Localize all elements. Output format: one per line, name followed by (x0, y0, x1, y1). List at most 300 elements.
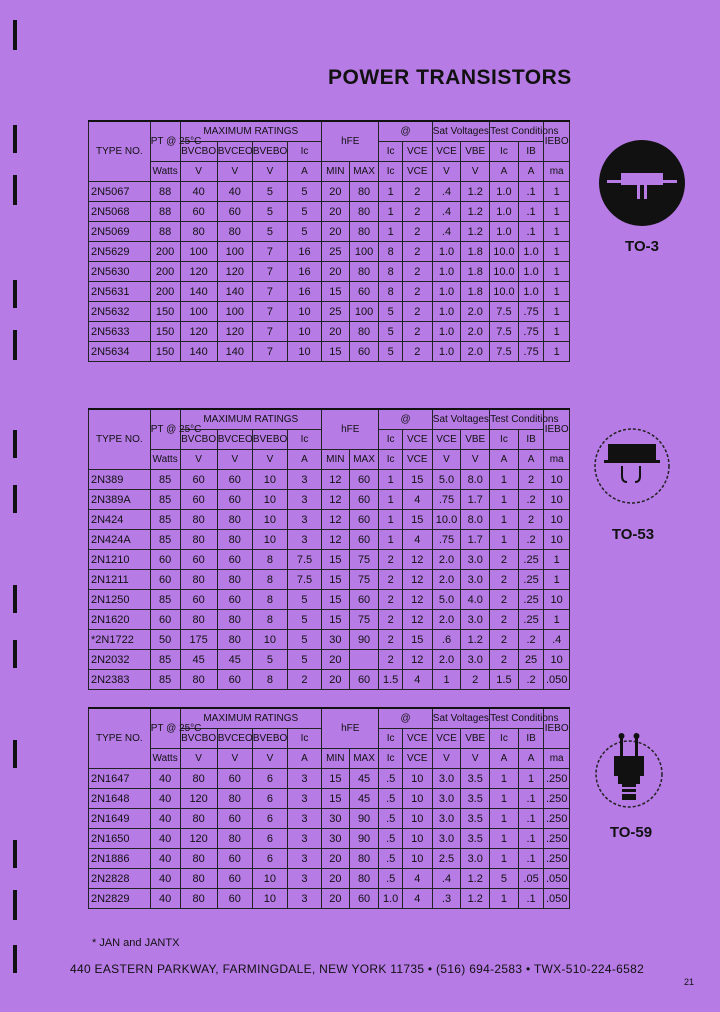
data-cell: 2 (490, 610, 519, 630)
col-ic-header: Ic (287, 142, 321, 162)
data-cell: 3.0 (432, 829, 461, 849)
margin-mark (13, 840, 17, 868)
type-number-cell: 2N424A (89, 530, 151, 550)
data-cell: 2 (287, 670, 321, 690)
unit-cell: V (432, 749, 461, 769)
data-cell: 2.0 (461, 302, 490, 322)
type-number-cell: 2N2829 (89, 889, 151, 909)
data-cell: 5 (379, 322, 402, 342)
table-row (89, 182, 570, 202)
data-cell: 1.0 (518, 242, 544, 262)
data-cell: 85 (150, 650, 180, 670)
col-type-header: TYPE NO. (89, 409, 151, 470)
type-number-cell: 2N1250 (89, 590, 151, 610)
table-row (89, 630, 570, 650)
data-cell: 7 (252, 322, 287, 342)
data-cell: 60 (349, 510, 379, 530)
to53-package-icon (592, 426, 672, 506)
data-cell: 80 (180, 670, 217, 690)
type-number-cell: 2N2828 (89, 869, 151, 889)
margin-mark (13, 20, 17, 50)
unit-cell: V (252, 162, 287, 182)
data-cell: 10 (544, 650, 570, 670)
data-cell: 80 (180, 889, 217, 909)
data-cell: 60 (217, 670, 252, 690)
data-cell: 60 (349, 889, 379, 909)
data-cell: 5 (287, 610, 321, 630)
data-cell: 2 (379, 630, 402, 650)
data-cell: 6 (252, 849, 287, 869)
data-cell: 60 (217, 550, 252, 570)
unit-cell: A (287, 450, 321, 470)
margin-mark (13, 890, 17, 920)
data-cell: 2 (461, 670, 490, 690)
sat-voltages-header: Sat Voltages (432, 121, 489, 142)
data-cell: 10 (252, 869, 287, 889)
data-cell: .1 (518, 789, 544, 809)
data-cell: 7.5 (287, 570, 321, 590)
col-ib-cond-header: IB (518, 729, 544, 749)
data-cell: 1.0 (490, 182, 519, 202)
unit-cell: V (461, 162, 490, 182)
data-cell: 1.2 (461, 869, 490, 889)
data-cell: 40 (150, 769, 180, 789)
data-cell: 15 (402, 470, 432, 490)
data-cell: 2 (402, 322, 432, 342)
data-cell: 120 (217, 322, 252, 342)
data-cell: 1 (490, 789, 519, 809)
data-cell: 1 (518, 769, 544, 789)
data-cell: .25 (518, 590, 544, 610)
data-cell: 1 (379, 202, 402, 222)
data-cell: 6 (252, 769, 287, 789)
col-bvebo-header: BVEBO (252, 430, 287, 450)
data-cell: 15 (402, 510, 432, 530)
data-cell: .4 (432, 869, 461, 889)
unit-cell: V (180, 450, 217, 470)
type-number-cell: 2N5632 (89, 302, 151, 322)
data-cell: 2 (518, 510, 544, 530)
data-cell: 15 (322, 769, 350, 789)
data-cell: 5 (287, 222, 321, 242)
data-cell: 2 (402, 242, 432, 262)
data-cell: 2.0 (432, 610, 461, 630)
data-cell: 80 (217, 610, 252, 630)
data-cell: 5.0 (432, 590, 461, 610)
data-cell: .1 (518, 222, 544, 242)
data-cell: 1.5 (379, 670, 402, 690)
max-ratings-header: MAXIMUM RATINGS (180, 121, 322, 142)
col-ib-cond-header: IB (518, 430, 544, 450)
margin-mark (13, 585, 17, 613)
data-cell: 20 (322, 849, 350, 869)
data-cell: .5 (379, 829, 402, 849)
data-cell: 60 (349, 490, 379, 510)
data-cell: 8 (379, 262, 402, 282)
page-number: 21 (684, 977, 695, 987)
data-cell: 1 (544, 302, 570, 322)
data-cell: 3.5 (461, 809, 490, 829)
data-cell: 20 (322, 182, 350, 202)
data-cell: 140 (217, 342, 252, 362)
type-number-cell: *2N1722 (89, 630, 151, 650)
data-cell: 3 (287, 490, 321, 510)
unit-cell: VCE (402, 749, 432, 769)
unit-cell: V (252, 450, 287, 470)
data-cell: 5 (252, 222, 287, 242)
data-cell: 90 (349, 829, 379, 849)
data-cell: 80 (349, 322, 379, 342)
data-cell: 80 (217, 829, 252, 849)
data-cell: .1 (518, 889, 544, 909)
data-cell: 12 (322, 490, 350, 510)
max-ratings-header: MAXIMUM RATINGS (180, 409, 322, 430)
data-cell: 2 (490, 590, 519, 610)
margin-mark (13, 485, 17, 513)
data-cell: 3.5 (461, 769, 490, 789)
data-cell: 10 (402, 829, 432, 849)
iebo-header: IEBO (544, 121, 570, 162)
col-ic-test-header: Ic (379, 430, 402, 450)
data-cell: .2 (518, 670, 544, 690)
data-cell: 10 (252, 510, 287, 530)
table-row (89, 302, 570, 322)
data-cell: 12 (322, 530, 350, 550)
unit-cell: Ic (379, 162, 402, 182)
data-cell: 2 (379, 590, 402, 610)
data-cell: .1 (518, 849, 544, 869)
data-cell: 25 (322, 302, 350, 322)
unit-cell: MIN (322, 162, 350, 182)
sat-voltages-header: Sat Voltages (432, 409, 489, 430)
data-cell: 10.0 (432, 510, 461, 530)
table-row (89, 242, 570, 262)
data-cell: 7.5 (287, 550, 321, 570)
data-cell: 10.0 (490, 282, 519, 302)
unit-cell: V (461, 749, 490, 769)
table-row (89, 262, 570, 282)
data-cell: 80 (349, 849, 379, 869)
table-row (89, 650, 570, 670)
data-cell: 45 (180, 650, 217, 670)
data-cell: .050 (544, 889, 570, 909)
data-cell: .5 (379, 789, 402, 809)
type-number-cell: 2N424 (89, 510, 151, 530)
data-cell: 10 (402, 769, 432, 789)
data-cell: 175 (180, 630, 217, 650)
data-cell: .050 (544, 869, 570, 889)
data-cell: 80 (180, 510, 217, 530)
test-conditions-header: Test Conditions (490, 121, 544, 142)
data-cell: 3.0 (461, 550, 490, 570)
data-cell: 30 (322, 809, 350, 829)
col-vce-test-header: VCE (402, 142, 432, 162)
hfe-header: hFE (322, 708, 379, 749)
data-cell: 7.5 (490, 342, 519, 362)
data-cell: 2 (402, 282, 432, 302)
hfe-header: hFE (322, 409, 379, 450)
data-cell: 1 (379, 510, 402, 530)
data-cell: 1.2 (461, 630, 490, 650)
type-number-cell: 2N5069 (89, 222, 151, 242)
data-cell: 10.0 (490, 262, 519, 282)
data-cell: 1 (544, 222, 570, 242)
data-cell: 10 (287, 302, 321, 322)
col-vce-sat-header: VCE (432, 729, 461, 749)
data-cell: .75 (432, 490, 461, 510)
data-cell: 1.8 (461, 282, 490, 302)
type-number-cell: 2N1886 (89, 849, 151, 869)
data-cell: 1 (490, 510, 519, 530)
col-ic-cond-header: Ic (490, 729, 519, 749)
data-cell: 40 (150, 869, 180, 889)
data-cell: 120 (180, 262, 217, 282)
data-cell: 8.0 (461, 470, 490, 490)
data-cell: 2.0 (432, 650, 461, 670)
table-row (89, 222, 570, 242)
data-cell: 10 (544, 590, 570, 610)
data-cell: 2 (379, 550, 402, 570)
data-cell: .250 (544, 769, 570, 789)
unit-cell: A (490, 450, 519, 470)
table-row (89, 789, 570, 809)
data-cell: 12 (322, 470, 350, 490)
data-cell: 150 (150, 342, 180, 362)
data-cell: .4 (432, 182, 461, 202)
data-cell: 20 (322, 322, 350, 342)
data-cell: 5 (379, 302, 402, 322)
page-title: POWER TRANSISTORS (328, 66, 572, 89)
unit-cell: V (217, 162, 252, 182)
data-cell: .5 (379, 869, 402, 889)
data-cell: 80 (349, 869, 379, 889)
type-number-cell: 2N5633 (89, 322, 151, 342)
data-cell: 7 (252, 262, 287, 282)
data-cell: 1 (490, 829, 519, 849)
data-cell: 2 (490, 550, 519, 570)
data-cell: 1.7 (461, 490, 490, 510)
data-cell: 1.7 (461, 530, 490, 550)
data-cell: 5 (252, 650, 287, 670)
table-row (89, 610, 570, 630)
unit-cell: V (217, 450, 252, 470)
data-cell: 15 (322, 590, 350, 610)
col-bvcbo-header: BVCBO (180, 729, 217, 749)
data-cell: .250 (544, 829, 570, 849)
data-cell: 3 (287, 889, 321, 909)
data-cell: 3 (287, 809, 321, 829)
type-number-cell: 2N5068 (89, 202, 151, 222)
data-cell: 90 (349, 809, 379, 829)
data-cell: 16 (287, 262, 321, 282)
data-cell: .1 (518, 809, 544, 829)
data-cell: 10 (252, 530, 287, 550)
table-row (89, 202, 570, 222)
data-cell: 2.0 (461, 322, 490, 342)
col-pt-header: PT @ 25°C (150, 409, 180, 450)
data-cell: 40 (150, 829, 180, 849)
at-header: @ (379, 708, 432, 729)
data-cell: 1 (379, 530, 402, 550)
table-row (89, 769, 570, 789)
unit-cell: ma (544, 749, 570, 769)
data-cell: 1 (379, 182, 402, 202)
data-cell: 1.5 (490, 670, 519, 690)
data-cell: 8 (252, 550, 287, 570)
unit-cell: A (518, 450, 544, 470)
data-cell: 3 (287, 769, 321, 789)
data-cell: 140 (217, 282, 252, 302)
data-cell: 3.0 (432, 809, 461, 829)
data-cell: .1 (518, 182, 544, 202)
type-number-cell: 2N1649 (89, 809, 151, 829)
data-cell: 8 (379, 282, 402, 302)
data-cell: 100 (180, 242, 217, 262)
data-cell: 150 (150, 322, 180, 342)
data-cell: 5 (287, 650, 321, 670)
data-cell: 2.0 (461, 342, 490, 362)
data-cell: 3.0 (461, 650, 490, 670)
data-cell: 1.0 (518, 262, 544, 282)
data-cell: 2 (402, 202, 432, 222)
data-cell: 1.2 (461, 222, 490, 242)
data-cell: 2 (379, 650, 402, 670)
col-pt-header: PT @ 25°C (150, 121, 180, 162)
data-cell: 80 (180, 570, 217, 590)
data-cell: 85 (150, 510, 180, 530)
data-cell: 80 (217, 630, 252, 650)
type-number-cell: 2N2383 (89, 670, 151, 690)
data-cell: 5 (287, 182, 321, 202)
data-cell: 30 (322, 829, 350, 849)
data-cell: 3.0 (461, 849, 490, 869)
hfe-header: hFE (322, 121, 379, 162)
table-row (89, 670, 570, 690)
data-cell: 7 (252, 282, 287, 302)
iebo-header: IEBO (544, 409, 570, 450)
data-cell: 3 (287, 530, 321, 550)
margin-mark (13, 430, 17, 458)
type-number-cell: 2N5629 (89, 242, 151, 262)
data-cell: 40 (150, 889, 180, 909)
unit-cell: A (490, 749, 519, 769)
data-cell: 80 (349, 262, 379, 282)
unit-cell: MAX (349, 162, 379, 182)
data-cell: 1 (544, 282, 570, 302)
unit-cell: V (432, 450, 461, 470)
col-type-header: TYPE NO. (89, 708, 151, 769)
data-cell: 7 (252, 302, 287, 322)
data-cell: 1 (432, 670, 461, 690)
data-cell: .2 (518, 490, 544, 510)
margin-mark (13, 330, 17, 360)
col-ic-header: Ic (287, 430, 321, 450)
data-cell: 40 (150, 789, 180, 809)
data-cell: 88 (150, 202, 180, 222)
data-cell: 45 (217, 650, 252, 670)
to59-package-icon (594, 724, 664, 824)
col-ic-cond-header: Ic (490, 142, 519, 162)
data-cell: 75 (349, 610, 379, 630)
data-cell: 60 (217, 849, 252, 869)
unit-cell: MAX (349, 450, 379, 470)
data-cell: 40 (180, 182, 217, 202)
data-cell: 7.5 (490, 302, 519, 322)
data-cell: .5 (379, 849, 402, 869)
data-cell: 6 (252, 789, 287, 809)
margin-mark (13, 125, 17, 153)
data-cell: 40 (150, 809, 180, 829)
data-cell: 2 (402, 302, 432, 322)
data-cell: 15 (322, 610, 350, 630)
sat-voltages-header: Sat Voltages (432, 708, 489, 729)
data-cell: 1.2 (461, 182, 490, 202)
data-cell: 2 (402, 262, 432, 282)
col-vce-sat-header: VCE (432, 430, 461, 450)
data-cell: 60 (349, 590, 379, 610)
data-cell: 60 (217, 769, 252, 789)
data-cell: 4.0 (461, 590, 490, 610)
data-cell: 8.0 (461, 510, 490, 530)
unit-cell: V (180, 162, 217, 182)
data-cell: 60 (349, 282, 379, 302)
type-number-cell: 2N1648 (89, 789, 151, 809)
data-cell: 120 (180, 829, 217, 849)
data-cell: 88 (150, 182, 180, 202)
data-cell: 2.5 (432, 849, 461, 869)
data-cell: 1.0 (432, 242, 461, 262)
data-cell: .05 (518, 869, 544, 889)
data-cell: 80 (349, 182, 379, 202)
data-cell: 40 (217, 182, 252, 202)
data-cell: 10 (287, 342, 321, 362)
data-cell: 1 (490, 889, 519, 909)
data-cell: 1 (544, 262, 570, 282)
data-cell: 2 (490, 630, 519, 650)
data-cell: .4 (432, 202, 461, 222)
unit-cell: ma (544, 162, 570, 182)
data-cell: 12 (402, 610, 432, 630)
margin-mark (13, 280, 17, 308)
data-cell: .4 (544, 630, 570, 650)
data-cell: 85 (150, 490, 180, 510)
data-cell: 1.0 (379, 889, 402, 909)
data-cell: 45 (349, 769, 379, 789)
data-cell: 16 (287, 282, 321, 302)
data-cell: 200 (150, 242, 180, 262)
data-cell: 12 (322, 510, 350, 530)
data-cell: 88 (150, 222, 180, 242)
data-cell: 1 (544, 342, 570, 362)
data-cell: 85 (150, 590, 180, 610)
data-cell: 3 (287, 869, 321, 889)
data-cell: 80 (180, 222, 217, 242)
data-cell: 20 (322, 670, 350, 690)
data-cell: 60 (217, 889, 252, 909)
data-cell: 80 (349, 222, 379, 242)
data-cell: 85 (150, 530, 180, 550)
col-ib-cond-header: IB (518, 142, 544, 162)
data-cell: 3.5 (461, 789, 490, 809)
data-cell: 25 (518, 650, 544, 670)
data-cell: 15 (322, 342, 350, 362)
unit-cell: A (518, 749, 544, 769)
data-cell: 60 (349, 342, 379, 362)
data-cell: 60 (217, 869, 252, 889)
data-cell: 80 (180, 769, 217, 789)
data-cell: 80 (180, 610, 217, 630)
data-cell: 80 (217, 510, 252, 530)
